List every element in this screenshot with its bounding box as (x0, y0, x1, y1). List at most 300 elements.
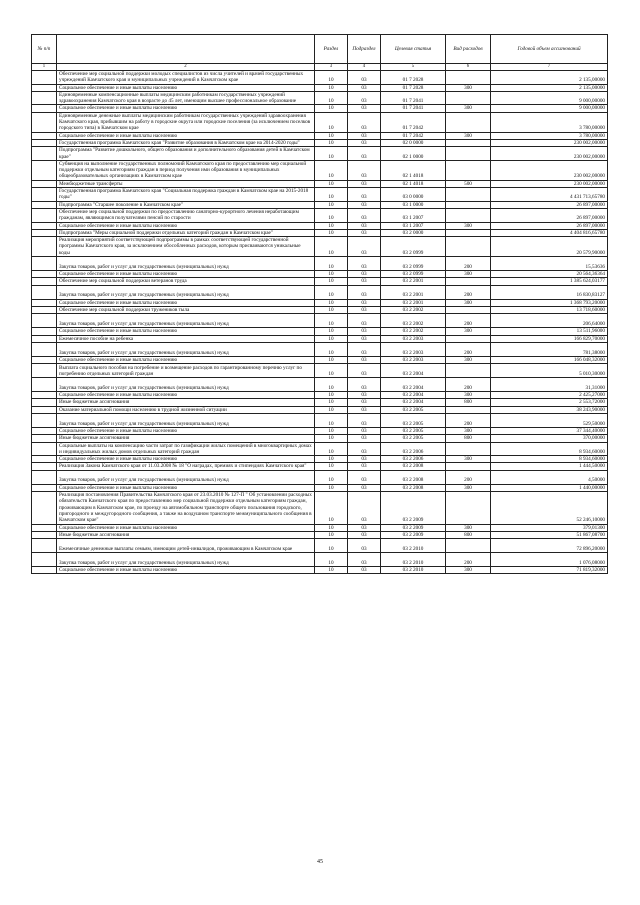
cell-num (32, 356, 57, 363)
cell-target: 03 2 2005 (381, 413, 446, 427)
cell-vid: 300 (446, 392, 491, 399)
cell-podrazdel: 03 (348, 271, 381, 278)
cell-target: 03 2 0999 (381, 257, 446, 271)
cell-name: Обеспечение мер социальной поддержки ветеранов труда (57, 278, 315, 285)
cell-name: Реализация мероприятий соответствующей подпрограммы в рамках соответствующей государственной программы Камчатского края, за исключением обособленных расходов, которым присваиваются уникальные коды (57, 237, 315, 257)
cell-name: Закупка товаров, работ и услуг для государственных (муниципальных) нужд (57, 413, 315, 427)
cell-vid: 300 (446, 132, 491, 139)
cell-target: 03 2 2001 (381, 278, 446, 285)
table-row (32, 342, 608, 356)
cell-name: Единовременные компенсационные выплаты медицинским работникам государственных учреждений здравоохранения Камчатского края в возрасте до 45 лет, имеющим высшее профессиональное образование (57, 91, 315, 105)
cell-target: 01 7 2028 (381, 84, 446, 91)
cell-amount: 13 511,96000 (491, 328, 608, 335)
cell-razdel: 10 (315, 229, 348, 236)
cell-num (32, 413, 57, 427)
cell-target: 03 2 2002 (381, 328, 446, 335)
cell-vid (446, 112, 491, 132)
cell-target: 03 2 0999 (381, 237, 446, 257)
cell-razdel: 10 (315, 342, 348, 356)
cell-num (32, 406, 57, 413)
cell-name: Закупка товаров, работ и услуг для государственных (муниципальных) нужд (57, 342, 315, 356)
cell-target: 01 7 2028 (381, 71, 446, 85)
cell-num (32, 139, 57, 146)
table-row (32, 413, 608, 427)
cell-vid: 300 (446, 567, 491, 574)
cell-name: Иные бюджетные ассигнования (57, 531, 315, 538)
cell-razdel: 10 (315, 147, 348, 161)
cell-num (32, 188, 57, 202)
table-row (32, 91, 608, 105)
cell-target: 03 2 2008 (381, 463, 446, 470)
cell-target: 01 7 2041 (381, 105, 446, 112)
cell-vid: 200 (446, 342, 491, 356)
table-row (32, 229, 608, 236)
cell-target: 03 2 0999 (381, 271, 446, 278)
cell-razdel: 10 (315, 160, 348, 180)
cell-amount: 38 243,90000 (491, 406, 608, 413)
cell-vid (446, 160, 491, 180)
cell-amount: 2 425,27000 (491, 392, 608, 399)
cell-razdel: 10 (315, 306, 348, 313)
cell-name: Субвенция на выполнение государственных полномочий Камчатского края по предоставлению мер социальной поддержки отдельным категориям граждан в период получения ими образования в муниципальных общеобразовательных организациях в Камчатском крае (57, 160, 315, 180)
cell-amount: 9 000,00000 (491, 91, 608, 105)
table-row (32, 132, 608, 139)
cell-razdel: 10 (315, 335, 348, 342)
cell-razdel: 10 (315, 492, 348, 524)
table-row (32, 524, 608, 531)
cell-podrazdel: 03 (348, 392, 381, 399)
cell-name: Подпрограмма "Меры социальной поддержки отдельных категорий граждан в Камчатском крае" (57, 229, 315, 236)
cell-podrazdel: 03 (348, 378, 381, 392)
cell-target: 02 1 0000 (381, 147, 446, 161)
cell-target: 03 2 2010 (381, 553, 446, 567)
cell-podrazdel: 03 (348, 201, 381, 208)
cell-vid (446, 278, 491, 285)
cell-amount: 15,53636 (491, 257, 608, 271)
cell-num (32, 378, 57, 392)
cell-num (32, 456, 57, 463)
cell-target: 03 2 0000 (381, 229, 446, 236)
cell-vid (446, 139, 491, 146)
cell-amount: 1 385 624,03177 (491, 278, 608, 285)
cell-target: 03 0 0000 (381, 188, 446, 202)
table-row (32, 470, 608, 484)
cell-podrazdel: 03 (348, 139, 381, 146)
cell-num (32, 342, 57, 356)
cell-razdel: 10 (315, 84, 348, 91)
cell-podrazdel: 03 (348, 406, 381, 413)
cell-amount: 230 002,00000 (491, 160, 608, 180)
cell-amount: 379,01300 (491, 524, 608, 531)
header-amount: Годовой объем ассигнований (491, 35, 608, 64)
cell-name: Социальное обеспечение и иные выплаты населению (57, 271, 315, 278)
cell-podrazdel: 03 (348, 335, 381, 342)
cell-num (32, 492, 57, 524)
cell-amount: 37 344,40000 (491, 427, 608, 434)
table-row (32, 364, 608, 378)
cell-num (32, 237, 57, 257)
header-target: Целевая статья (381, 35, 446, 64)
column-number: 6 (446, 64, 491, 71)
cell-num (32, 539, 57, 553)
cell-amount: 370,00000 (491, 435, 608, 442)
cell-name: Социальное обеспечение и иные выплаты населению (57, 484, 315, 491)
cell-razdel: 10 (315, 553, 348, 567)
cell-vid (446, 463, 491, 470)
cell-name: Государственная программа Камчатского края "Социальная поддержка граждан в Камчатском крае на 2015-2018 годы" (57, 188, 315, 202)
cell-podrazdel: 03 (348, 524, 381, 531)
cell-razdel: 10 (315, 112, 348, 132)
cell-name: Иные бюджетные ассигнования (57, 399, 315, 406)
table-row (32, 314, 608, 328)
table-row (32, 188, 608, 202)
cell-podrazdel: 03 (348, 328, 381, 335)
cell-vid: 200 (446, 314, 491, 328)
table-row (32, 356, 608, 363)
cell-razdel: 10 (315, 132, 348, 139)
table-row (32, 237, 608, 257)
cell-podrazdel: 03 (348, 105, 381, 112)
cell-name: Закупка товаров, работ и услуг для государственных (муниципальных) нужд (57, 285, 315, 299)
cell-name: Закупка товаров, работ и услуг для государственных (муниципальных) нужд (57, 378, 315, 392)
cell-target: 03 2 2004 (381, 378, 446, 392)
cell-amount: 5 010,30000 (491, 364, 608, 378)
cell-podrazdel: 03 (348, 427, 381, 434)
cell-target: 03 2 2009 (381, 524, 446, 531)
table-row (32, 378, 608, 392)
cell-vid: 300 (446, 484, 491, 491)
cell-num (32, 364, 57, 378)
cell-target: 02 1 4018 (381, 180, 446, 187)
cell-name: Социальное обеспечение и иные выплаты населению (57, 427, 315, 434)
cell-amount: 1 076,08000 (491, 553, 608, 567)
cell-name: Обеспечение мер социальной поддержки молодых специалистов из числа учителей и врачей государственных учреждений Камчатского края и муниципальных учреждений в Камчатском крае (57, 71, 315, 85)
cell-podrazdel: 03 (348, 553, 381, 567)
cell-amount: 230 002,00000 (491, 180, 608, 187)
table-row (32, 306, 608, 313)
cell-razdel: 10 (315, 531, 348, 538)
table-row (32, 335, 608, 342)
cell-vid: 300 (446, 299, 491, 306)
cell-target: 03 2 2008 (381, 470, 446, 484)
cell-num (32, 567, 57, 574)
cell-num (32, 531, 57, 538)
cell-name: Иные бюджетные ассигнования (57, 435, 315, 442)
cell-podrazdel: 03 (348, 399, 381, 406)
cell-vid (446, 71, 491, 85)
cell-razdel: 10 (315, 299, 348, 306)
table-row (32, 539, 608, 553)
table-row (32, 427, 608, 434)
cell-vid: 200 (446, 378, 491, 392)
header-num: № п/п (32, 35, 57, 64)
cell-amount: 20 579,90000 (491, 237, 608, 257)
cell-amount: 1 368 793,20000 (491, 299, 608, 306)
table-row (32, 553, 608, 567)
cell-razdel: 10 (315, 567, 348, 574)
table-row (32, 201, 608, 208)
cell-name: Социальное обеспечение и иные выплаты населению (57, 84, 315, 91)
cell-podrazdel: 03 (348, 356, 381, 363)
cell-amount: 4 431 713,65780 (491, 188, 608, 202)
cell-podrazdel: 03 (348, 470, 381, 484)
cell-name: Социальное обеспечение и иные выплаты населению (57, 105, 315, 112)
cell-name: Обеспечение мер социальной поддержки тружеников тыла (57, 306, 315, 313)
cell-amount: 31,31000 (491, 378, 608, 392)
cell-vid: 200 (446, 285, 491, 299)
cell-amount: 8 934,60000 (491, 456, 608, 463)
cell-vid: 300 (446, 524, 491, 531)
cell-vid (446, 492, 491, 524)
cell-target: 03 2 2006 (381, 456, 446, 463)
cell-name: Государственная программа Камчатского края "Развитие образования в Камчатском крае на 2014-2020 годы" (57, 139, 315, 146)
cell-name: Социальное обеспечение и иные выплаты населению (57, 328, 315, 335)
cell-target: 03 2 2001 (381, 285, 446, 299)
cell-podrazdel: 03 (348, 208, 381, 222)
cell-podrazdel: 03 (348, 531, 381, 538)
cell-target: 03 2 2001 (381, 299, 446, 306)
cell-vid: 300 (446, 356, 491, 363)
cell-num (32, 484, 57, 491)
cell-razdel: 10 (315, 180, 348, 187)
cell-target: 01 7 2042 (381, 132, 446, 139)
cell-target: 03 2 2003 (381, 356, 446, 363)
cell-podrazdel: 03 (348, 84, 381, 91)
cell-podrazdel: 03 (348, 147, 381, 161)
table-row (32, 147, 608, 161)
cell-name: Социальное обеспечение и иные выплаты населению (57, 456, 315, 463)
cell-vid: 200 (446, 413, 491, 427)
cell-amount: 72 896,20000 (491, 539, 608, 553)
column-number: 4 (348, 64, 381, 71)
cell-num (32, 435, 57, 442)
column-number: 1 (32, 64, 57, 71)
cell-name: Закупка товаров, работ и услуг для государственных (муниципальных) нужд (57, 314, 315, 328)
cell-razdel: 10 (315, 257, 348, 271)
cell-target: 03 2 2008 (381, 484, 446, 491)
table-row (32, 160, 608, 180)
cell-razdel: 10 (315, 188, 348, 202)
table-row (32, 84, 608, 91)
cell-num (32, 285, 57, 299)
cell-target: 03 2 2004 (381, 392, 446, 399)
header-razdel: Раздел (315, 35, 348, 64)
cell-vid: 300 (446, 456, 491, 463)
cell-razdel: 10 (315, 413, 348, 427)
table-body (32, 71, 608, 574)
cell-target: 03 2 2003 (381, 342, 446, 356)
table-row (32, 442, 608, 456)
cell-target: 02 0 0000 (381, 139, 446, 146)
cell-razdel: 10 (315, 105, 348, 112)
cell-vid (446, 147, 491, 161)
cell-amount: 9 000,00000 (491, 105, 608, 112)
table-row (32, 299, 608, 306)
cell-razdel: 10 (315, 463, 348, 470)
cell-amount: 26 897,00000 (491, 201, 608, 208)
table-row (32, 222, 608, 229)
cell-razdel: 10 (315, 392, 348, 399)
table-row (32, 456, 608, 463)
cell-vid (446, 335, 491, 342)
cell-podrazdel: 03 (348, 435, 381, 442)
header-vid: Вид расходов (446, 35, 491, 64)
table-row (32, 463, 608, 470)
cell-amount: 2 135,00000 (491, 71, 608, 85)
cell-num (32, 314, 57, 328)
cell-podrazdel: 03 (348, 463, 381, 470)
cell-podrazdel: 03 (348, 112, 381, 132)
cell-name: Социальное обеспечение и иные выплаты населению (57, 356, 315, 363)
cell-vid: 300 (446, 328, 491, 335)
cell-podrazdel: 03 (348, 278, 381, 285)
cell-amount: 13 718,60000 (491, 306, 608, 313)
cell-podrazdel: 03 (348, 237, 381, 257)
cell-name: Подпрограмма "Старшее поколение в Камчатском крае" (57, 201, 315, 208)
cell-vid (446, 91, 491, 105)
cell-razdel: 10 (315, 314, 348, 328)
cell-target: 01 7 2042 (381, 112, 446, 132)
cell-podrazdel: 03 (348, 222, 381, 229)
cell-vid: 300 (446, 84, 491, 91)
column-number: 5 (381, 64, 446, 71)
cell-name: Выплата социального пособия на погребение и возмещение расходов по гарантированному перечню услуг по погребению отдельных категорий граждан (57, 364, 315, 378)
cell-amount: 26 897,00000 (491, 208, 608, 222)
cell-name: Социальные выплаты на компенсацию части затрат по газификации жилых помещений в многоквартирных домах и индивидуальных жилых домов отдельных категорий граждан (57, 442, 315, 456)
cell-razdel: 10 (315, 435, 348, 442)
cell-amount: 2 135,00000 (491, 84, 608, 91)
cell-target: 03 1 2007 (381, 222, 446, 229)
cell-vid: 300 (446, 105, 491, 112)
header-podrazdel: Подраздел (348, 35, 381, 64)
header-name (57, 35, 315, 64)
table-row (32, 112, 608, 132)
cell-razdel: 10 (315, 91, 348, 105)
cell-num (32, 91, 57, 105)
cell-name: Закупка товаров, работ и услуг для государственных (муниципальных) нужд (57, 470, 315, 484)
cell-name: Закупка товаров, работ и услуг для государственных (муниципальных) нужд (57, 553, 315, 567)
cell-num (32, 229, 57, 236)
cell-num (32, 201, 57, 208)
cell-amount: 26 897,00000 (491, 222, 608, 229)
cell-razdel: 10 (315, 442, 348, 456)
page-number: 45 (317, 859, 323, 865)
table-row (32, 531, 608, 538)
cell-amount: 166 048,32000 (491, 356, 608, 363)
cell-amount: 206,64000 (491, 314, 608, 328)
cell-vid (446, 442, 491, 456)
cell-podrazdel: 03 (348, 132, 381, 139)
cell-num (32, 71, 57, 85)
cell-vid (446, 201, 491, 208)
cell-podrazdel: 03 (348, 229, 381, 236)
cell-podrazdel: 03 (348, 456, 381, 463)
cell-razdel: 10 (315, 406, 348, 413)
cell-target: 03 2 2009 (381, 492, 446, 524)
cell-num (32, 160, 57, 180)
cell-razdel: 10 (315, 399, 348, 406)
table-row (32, 105, 608, 112)
cell-target: 03 2 2005 (381, 427, 446, 434)
cell-num (32, 278, 57, 285)
cell-num (32, 470, 57, 484)
cell-num (32, 524, 57, 531)
cell-name: Реализация Закона Камчатского края от 11.03.2008 № 18 "О наградах, премиях и стипендиях Камчатского края" (57, 463, 315, 470)
column-number-row (32, 64, 608, 71)
cell-vid: 200 (446, 470, 491, 484)
cell-target: 03 2 2006 (381, 442, 446, 456)
cell-razdel: 10 (315, 484, 348, 491)
cell-amount: 2 553,72000 (491, 399, 608, 406)
cell-target: 03 2 2004 (381, 364, 446, 378)
cell-razdel: 10 (315, 427, 348, 434)
cell-num (32, 271, 57, 278)
cell-num (32, 299, 57, 306)
cell-num (32, 222, 57, 229)
cell-vid: 300 (446, 222, 491, 229)
cell-razdel: 10 (315, 456, 348, 463)
cell-num (32, 442, 57, 456)
cell-amount: 71 819,32000 (491, 567, 608, 574)
cell-amount: 166 829,70000 (491, 335, 608, 342)
cell-razdel: 10 (315, 201, 348, 208)
cell-num (32, 257, 57, 271)
cell-target: 03 2 2009 (381, 531, 446, 538)
table-row (32, 392, 608, 399)
table-header-row (32, 35, 608, 64)
cell-num (32, 132, 57, 139)
cell-podrazdel: 03 (348, 180, 381, 187)
cell-name: Социальное обеспечение и иные выплаты населению (57, 392, 315, 399)
cell-podrazdel: 03 (348, 413, 381, 427)
cell-razdel: 10 (315, 364, 348, 378)
table-row (32, 180, 608, 187)
cell-podrazdel: 03 (348, 299, 381, 306)
cell-razdel: 10 (315, 539, 348, 553)
cell-name: Социальное обеспечение и иные выплаты населению (57, 567, 315, 574)
cell-name: Ежемесячные денежные выплаты семьям, имеющим детей-инвалидов, проживающим в Камчатском крае (57, 539, 315, 553)
cell-target: 03 2 2002 (381, 306, 446, 313)
cell-podrazdel: 03 (348, 364, 381, 378)
cell-name: Закупка товаров, работ и услуг для государственных (муниципальных) нужд (57, 257, 315, 271)
cell-razdel: 10 (315, 470, 348, 484)
cell-vid (446, 237, 491, 257)
cell-name: Подпрограмма "Развитие дошкольного, общего образования и дополнительного образования детей в Камчатском крае" (57, 147, 315, 161)
cell-podrazdel: 03 (348, 257, 381, 271)
cell-amount: 20 564,36364 (491, 271, 608, 278)
cell-amount: 230 002,00000 (491, 139, 608, 146)
cell-podrazdel: 03 (348, 342, 381, 356)
table-row (32, 492, 608, 524)
cell-vid (446, 539, 491, 553)
column-number: 3 (315, 64, 348, 71)
cell-name: Социальное обеспечение и иные выплаты населению (57, 222, 315, 229)
cell-name: Социальное обеспечение и иные выплаты населению (57, 524, 315, 531)
cell-razdel: 10 (315, 278, 348, 285)
cell-podrazdel: 03 (348, 442, 381, 456)
cell-vid: 200 (446, 257, 491, 271)
cell-target: 03 2 2005 (381, 406, 446, 413)
cell-podrazdel: 03 (348, 567, 381, 574)
table-row (32, 139, 608, 146)
cell-amount: 4,50000 (491, 470, 608, 484)
cell-razdel: 10 (315, 208, 348, 222)
cell-podrazdel: 03 (348, 71, 381, 85)
cell-razdel: 10 (315, 328, 348, 335)
cell-razdel: 10 (315, 356, 348, 363)
cell-vid (446, 364, 491, 378)
cell-vid (446, 188, 491, 202)
